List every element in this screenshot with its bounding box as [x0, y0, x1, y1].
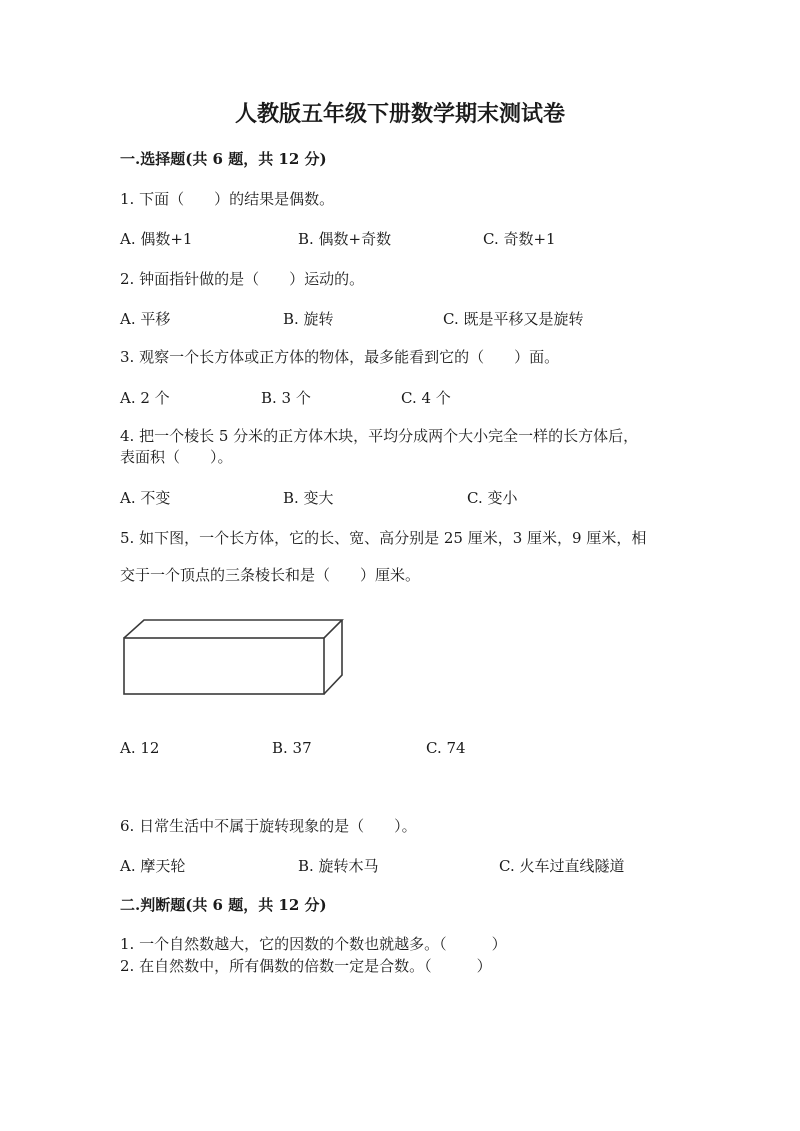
question-4-line-2: 表面积（ ）。	[120, 448, 233, 466]
question-5-line-1: 5. 如下图，一个长方体，它的长、宽、高分别是 25 厘米，3 厘米，9 厘米，相	[120, 529, 647, 547]
question-6-option-c: C. 火车过直线隧道	[499, 857, 625, 875]
question-1-option-a: A. 偶数+1	[120, 230, 193, 248]
question-6-option-b: B. 旋转木马	[298, 857, 379, 875]
question-5-line-2: 交于一个顶点的三条棱长和是（ ）厘米。	[120, 566, 421, 584]
question-2-option-c: C. 既是平移又是旋转	[443, 310, 584, 328]
question-5-option-c: C. 74	[426, 739, 466, 757]
section-2-heading: 二.判断题(共 6 题，共 12 分)	[120, 896, 327, 914]
question-5-option-b: B. 37	[272, 739, 312, 757]
judgement-2: 2. 在自然数中，所有偶数的倍数一定是合数。（ ）	[120, 957, 492, 975]
question-2: 2. 钟面指针做的是（ ）运动的。	[120, 270, 365, 288]
question-2-option-b: B. 旋转	[283, 310, 334, 328]
question-1-option-c: C. 奇数+1	[483, 230, 556, 248]
question-4-line-1: 4. 把一个棱长 5 分米的正方体木块，平均分成两个大小完全一样的长方体后，	[120, 427, 639, 445]
question-3-option-a: A. 2 个	[120, 389, 170, 407]
question-6-option-a: A. 摩天轮	[120, 857, 186, 875]
cuboid-front-face	[124, 638, 324, 694]
question-3-option-c: C. 4 个	[401, 389, 451, 407]
section-1-heading: 一.选择题(共 6 题，共 12 分)	[120, 150, 327, 168]
question-4-option-a: A. 不变	[120, 489, 171, 507]
question-1: 1. 下面（ ）的结果是偶数。	[120, 190, 335, 208]
cuboid-top-face	[124, 620, 342, 638]
question-5-option-a: A. 12	[120, 739, 160, 757]
cuboid-figure	[120, 615, 346, 697]
question-3: 3. 观察一个长方体或正方体的物体，最多能看到它的（ ）面。	[120, 348, 560, 366]
page-title: 人教版五年级下册数学期末测试卷	[234, 101, 565, 127]
question-6: 6. 日常生活中不属于旋转现象的是（ ）。	[120, 817, 417, 835]
question-3-option-b: B. 3 个	[261, 389, 311, 407]
question-2-option-a: A. 平移	[120, 310, 171, 328]
question-4-option-c: C. 变小	[467, 489, 518, 507]
question-1-option-b: B. 偶数+奇数	[298, 230, 392, 248]
cuboid-side-face	[324, 620, 342, 694]
question-4-option-b: B. 变大	[283, 489, 334, 507]
judgement-1: 1. 一个自然数越大，它的因数的个数也就越多。（ ）	[120, 935, 507, 953]
